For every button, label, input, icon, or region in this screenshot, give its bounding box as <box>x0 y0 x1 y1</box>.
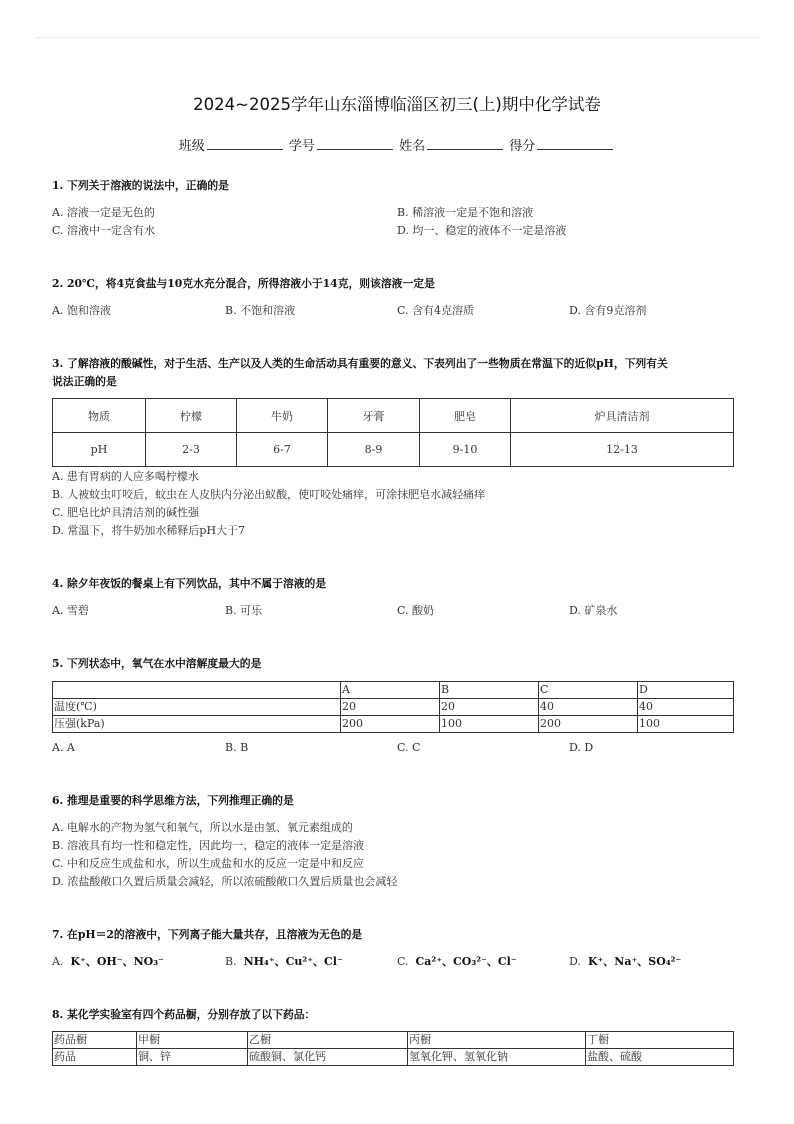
cabinet-table-cell: 盐酸、硫酸 <box>586 1049 734 1066</box>
q7-option-b-ions: NH₄⁺、Cu²⁺、Cl⁻ <box>243 955 343 968</box>
q2-option-c: C. 含有4克溶质 <box>397 304 475 317</box>
question-2-stem: 2. 20℃，将4克食盐与10克水充分混合，所得溶液小于14克，则该溶液一定是 <box>52 277 435 290</box>
q3-option-a: A. 患有胃病的人应多喝柠檬水 <box>52 470 199 483</box>
solubility-table-row <box>53 716 734 733</box>
solubility-table-cell: C <box>539 682 638 699</box>
cabinet-table-cell: 硫酸铜、氯化钙 <box>248 1049 408 1066</box>
student-info-line <box>0 135 794 154</box>
q5-option-d: D. D <box>569 741 594 754</box>
ph-table <box>52 398 734 467</box>
q1-option-a: A. 溶液一定是无色的 <box>52 206 155 219</box>
cabinet-table-cell: 氢氧化钾、氢氧化钠 <box>408 1049 586 1066</box>
q2-option-a: A. 饱和溶液 <box>52 304 111 317</box>
q7-option-d-ions: K⁺、Na⁺、SO₄²⁻ <box>587 955 682 968</box>
solubility-table-cell: 200 <box>539 716 638 733</box>
solubility-table-cell: 温度(℃) <box>53 699 341 716</box>
question-4-stem: 4. 除夕年夜饭的餐桌上有下列饮品，其中不属于溶液的是 <box>52 577 327 590</box>
q5-option-c: C. C <box>397 741 421 754</box>
ph-table-cell: 12-13 <box>511 433 734 467</box>
q4-option-b: B. 可乐 <box>225 604 263 617</box>
question-7-stem <box>52 926 742 944</box>
ph-table-cell: 2-3 <box>146 433 237 467</box>
q7-ph-formula: pH＝2 <box>77 928 114 941</box>
q7-option-b-label: B. <box>225 955 237 968</box>
score-label: 得分 <box>509 139 536 154</box>
ph-table-cell: 9-10 <box>420 433 511 467</box>
solubility-table-cell: 20 <box>341 699 440 716</box>
cabinet-table-cell: 药品 <box>53 1049 137 1066</box>
cabinet-table-cell: 甲橱 <box>137 1032 248 1049</box>
ph-table-cell: 牛奶 <box>237 399 328 433</box>
q7-stem-prefix: 7. 在 <box>52 928 78 941</box>
q7-option-d <box>569 954 681 969</box>
question-6-stem: 6. 推理是重要的科学思维方法，下列推理正确的是 <box>52 794 294 807</box>
name-label: 姓名 <box>399 139 426 154</box>
cabinet-table-header-row <box>53 1032 734 1049</box>
ph-table-cell: 物质 <box>53 399 146 433</box>
solubility-table-header-row <box>53 682 734 699</box>
ph-table-cell: 6-7 <box>237 433 328 467</box>
cabinet-table <box>52 1031 734 1066</box>
q3-option-c: C. 肥皂比炉具清洁剂的碱性强 <box>52 506 200 519</box>
q6-option-c: C. 中和反应生成盐和水，所以生成盐和水的反应一定是中和反应 <box>52 857 365 870</box>
question-8-stem: 8. 某化学实验室有四个药品橱，分别存放了以下药品： <box>52 1008 316 1021</box>
q7-option-a-label: A. <box>52 955 64 968</box>
q7-option-b <box>225 954 343 969</box>
q5-option-a: A. A <box>52 741 75 754</box>
question-3-stem-line2: 说法正确的是 <box>52 375 117 388</box>
cabinet-table-row <box>53 1049 734 1066</box>
solubility-table-cell: 20 <box>440 699 539 716</box>
q4-option-d: D. 矿泉水 <box>569 604 618 617</box>
ph-table-cell: 柠檬 <box>146 399 237 433</box>
ph-table-cell: 8-9 <box>328 433 420 467</box>
solubility-table <box>52 681 734 733</box>
solubility-table-cell: 40 <box>638 699 734 716</box>
q6-option-d: D. 浓盐酸敞口久置后质量会减轻，所以浓硫酸敞口久置后质量也会减轻 <box>52 875 398 888</box>
q3-option-d: D. 常温下，将牛奶加水稀释后pH大于7 <box>52 524 246 537</box>
cabinet-table-cell: 铜、锌 <box>137 1049 248 1066</box>
solubility-table-cell: B <box>440 682 539 699</box>
q1-option-d: D. 均一、稳定的液体不一定是溶液 <box>397 224 567 237</box>
q1-option-c: C. 溶液中一定含有水 <box>52 224 156 237</box>
q4-option-a: A. 雪碧 <box>52 604 89 617</box>
q7-option-c-label: C. <box>397 955 409 968</box>
ph-table-header-row <box>53 399 734 433</box>
student-id-blank[interactable] <box>317 137 393 150</box>
question-3-stem-line1: 3. 了解溶液的酸碱性，对于生活、生产以及人类的生命活动具有重要的意义、下表列出了一些物质在常温下的近似pH，下列有关 <box>52 357 668 370</box>
q7-stem-suffix: 的溶液中，下列离子能大量共存，且溶液为无色的是 <box>113 928 363 941</box>
name-blank[interactable] <box>427 137 503 150</box>
solubility-table-row <box>53 699 734 716</box>
q7-option-a <box>52 954 164 969</box>
class-blank[interactable] <box>207 137 283 150</box>
score-blank[interactable] <box>537 137 613 150</box>
q6-option-a: A. 电解水的产物为氢气和氧气，所以水是由氢、氧元素组成的 <box>52 821 353 834</box>
q7-option-a-ions: K⁺、OH⁻、NO₃⁻ <box>70 955 164 968</box>
q7-option-c <box>397 954 517 969</box>
solubility-table-cell: D <box>638 682 734 699</box>
cabinet-table-cell: 药品橱 <box>53 1032 137 1049</box>
solubility-table-cell: 200 <box>341 716 440 733</box>
solubility-table-cell: A <box>341 682 440 699</box>
ph-table-cell: 肥皂 <box>420 399 511 433</box>
header-rule <box>35 37 759 38</box>
solubility-table-cell: 40 <box>539 699 638 716</box>
ph-table-value-row <box>53 433 734 467</box>
cabinet-table-cell: 丙橱 <box>408 1032 586 1049</box>
cabinet-table-cell: 丁橱 <box>586 1032 734 1049</box>
ph-table-cell: pH <box>53 433 146 467</box>
cabinet-table-cell: 乙橱 <box>248 1032 408 1049</box>
q5-option-b: B. B <box>225 741 249 754</box>
solubility-table-cell: 100 <box>440 716 539 733</box>
solubility-table-cell: 100 <box>638 716 734 733</box>
q7-option-c-ions: Ca²⁺、CO₃²⁻、Cl⁻ <box>415 955 517 968</box>
q7-option-d-label: D. <box>569 955 581 968</box>
class-label: 班级 <box>178 139 205 154</box>
q4-option-c: C. 酸奶 <box>397 604 435 617</box>
solubility-table-cell <box>53 682 341 699</box>
ph-table-cell: 炉具清洁剂 <box>511 399 734 433</box>
q6-option-b: B. 溶液具有均一性和稳定性，因此均一、稳定的液体一定是溶液 <box>52 839 365 852</box>
solubility-table-cell: 压强(kPa) <box>53 716 341 733</box>
q3-option-b: B. 人被蚊虫叮咬后，蚊虫在人皮肤内分泌出蚁酸，使叮咬处痛痒，可涂抹肥皂水减轻痛痒 <box>52 488 486 501</box>
question-5-stem: 5. 下列状态中，氧气在水中溶解度最大的是 <box>52 657 262 670</box>
exam-title: 2024~2025学年山东淄博临淄区初三(上)期中化学试卷 <box>193 95 601 114</box>
student-id-label: 学号 <box>288 139 315 154</box>
ph-table-cell: 牙膏 <box>328 399 420 433</box>
q1-option-b: B. 稀溶液一定是不饱和溶液 <box>397 206 534 219</box>
question-1-stem: 1. 下列关于溶液的说法中，正确的是 <box>52 179 229 192</box>
q2-option-b: B. 不饱和溶液 <box>225 304 296 317</box>
q2-option-d: D. 含有9克溶剂 <box>569 304 647 317</box>
